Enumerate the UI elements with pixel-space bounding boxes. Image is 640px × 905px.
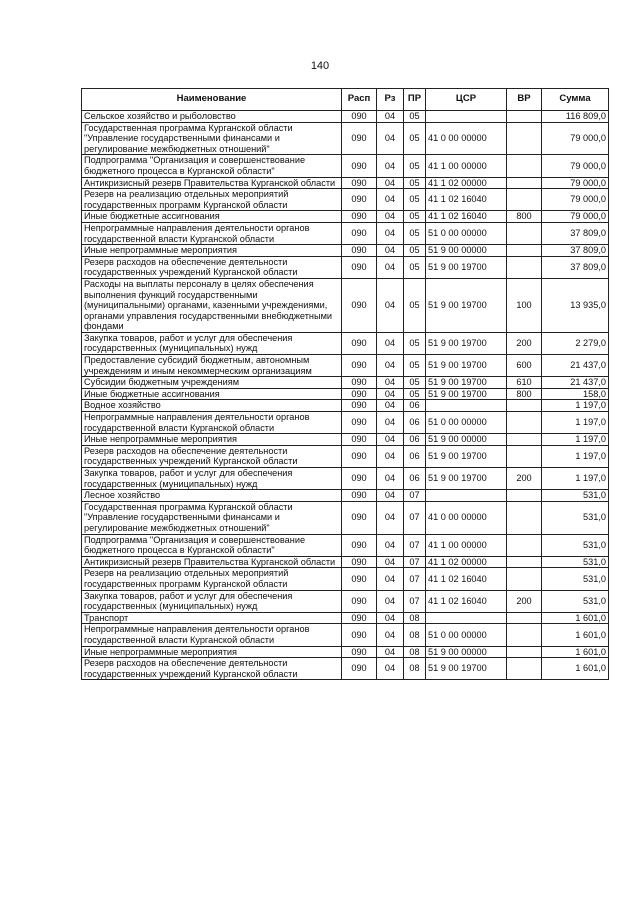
row-rasp: 090: [342, 568, 377, 590]
row-rasp: 090: [342, 256, 377, 278]
row-name: Государственная программа Курганской области "Управление государственными финансами и регулирование межбюджетных отношений": [82, 122, 342, 155]
row-rasp: 090: [342, 111, 377, 123]
row-sum: 21 437,0: [542, 377, 609, 389]
table-row: [82, 155, 609, 177]
table-row: [82, 534, 609, 556]
row-sum: 1 601,0: [542, 658, 609, 680]
row-rz: 04: [377, 155, 404, 177]
row-rasp: 090: [342, 624, 377, 646]
row-csr: [426, 111, 507, 123]
row-pr: 07: [404, 568, 426, 590]
row-vr: [507, 155, 542, 177]
table-row: [82, 222, 609, 244]
row-sum: 21 437,0: [542, 355, 609, 377]
row-pr: 06: [404, 468, 426, 490]
row-rz: 04: [377, 377, 404, 389]
row-pr: 06: [404, 412, 426, 434]
row-sum: 2 279,0: [542, 332, 609, 354]
row-vr: [507, 434, 542, 446]
row-name: Водное хозяйство: [82, 400, 342, 412]
row-name: Закупка товаров, работ и услуг для обеспечения государственных (муниципальных) нужд: [82, 590, 342, 612]
row-vr: [507, 568, 542, 590]
row-name: Иные непрограммные мероприятия: [82, 245, 342, 257]
row-name: Резерв на реализацию отдельных мероприятий государственных программ Курганской области: [82, 568, 342, 590]
row-csr: 51 0 00 00000: [426, 624, 507, 646]
row-rz: 04: [377, 534, 404, 556]
row-rasp: 090: [342, 222, 377, 244]
row-rasp: 090: [342, 332, 377, 354]
row-csr: 51 9 00 19700: [426, 658, 507, 680]
row-rasp: 090: [342, 388, 377, 400]
row-rz: 04: [377, 400, 404, 412]
row-rasp: 090: [342, 377, 377, 389]
row-sum: 79 000,0: [542, 155, 609, 177]
table-row: [82, 612, 609, 624]
row-rz: 04: [377, 646, 404, 658]
row-csr: 51 9 00 00000: [426, 646, 507, 658]
row-name: Подпрограмма "Организация и совершенствование бюджетного процесса в Курганской области": [82, 155, 342, 177]
row-rz: 04: [377, 245, 404, 257]
table-row: [82, 624, 609, 646]
row-rasp: 090: [342, 658, 377, 680]
row-sum: 1 601,0: [542, 612, 609, 624]
row-pr: 06: [404, 434, 426, 446]
row-sum: 1 197,0: [542, 468, 609, 490]
row-csr: 51 9 00 00000: [426, 245, 507, 257]
row-vr: 100: [507, 278, 542, 332]
row-pr: 06: [404, 400, 426, 412]
row-name: Резерв расходов на обеспечение деятельности государственных учреждений Курганской области: [82, 658, 342, 680]
row-rasp: 090: [342, 468, 377, 490]
row-pr: 07: [404, 501, 426, 534]
row-pr: 05: [404, 211, 426, 223]
row-rasp: 090: [342, 445, 377, 467]
row-csr: 51 9 00 19700: [426, 445, 507, 467]
header-sum: Сумма: [542, 89, 609, 111]
row-csr: 51 9 00 00000: [426, 434, 507, 446]
table-row: [82, 590, 609, 612]
row-rasp: 090: [342, 612, 377, 624]
row-sum: 1 197,0: [542, 412, 609, 434]
row-pr: 08: [404, 624, 426, 646]
row-pr: 05: [404, 189, 426, 211]
row-rz: 04: [377, 278, 404, 332]
table-row: [82, 501, 609, 534]
table-row: [82, 445, 609, 467]
row-name: Антикризисный резерв Правительства Курганской области: [82, 177, 342, 189]
row-sum: 531,0: [542, 568, 609, 590]
row-rz: 04: [377, 612, 404, 624]
row-rz: 04: [377, 624, 404, 646]
table-row: [82, 355, 609, 377]
header-name: Наименование: [82, 89, 342, 111]
row-pr: 05: [404, 278, 426, 332]
table-row: [82, 388, 609, 400]
row-rz: 04: [377, 501, 404, 534]
row-name: Непрограммные направления деятельности органов государственной власти Курганской области: [82, 412, 342, 434]
row-vr: 800: [507, 388, 542, 400]
row-rasp: 090: [342, 434, 377, 446]
table-row: [82, 412, 609, 434]
row-rz: 04: [377, 568, 404, 590]
row-csr: [426, 400, 507, 412]
row-rasp: 090: [342, 211, 377, 223]
row-rz: 04: [377, 434, 404, 446]
header-vr: ВР: [507, 89, 542, 111]
row-vr: 600: [507, 355, 542, 377]
row-csr: 51 9 00 19700: [426, 256, 507, 278]
row-rasp: 090: [342, 122, 377, 155]
row-csr: 41 1 02 00000: [426, 556, 507, 568]
row-rasp: 090: [342, 501, 377, 534]
row-rasp: 090: [342, 400, 377, 412]
row-name: Расходы на выплаты персоналу в целях обеспечения выполнения функций государственными (муниципальными) органами, казенными учреждениями, органами управления государственными внебюджетными фондами: [82, 278, 342, 332]
row-csr: 51 9 00 19700: [426, 355, 507, 377]
row-sum: 37 809,0: [542, 256, 609, 278]
budget-table: [81, 88, 609, 680]
row-csr: 51 0 00 00000: [426, 222, 507, 244]
row-rasp: 090: [342, 490, 377, 502]
row-sum: 116 809,0: [542, 111, 609, 123]
row-rasp: 090: [342, 556, 377, 568]
row-vr: [507, 177, 542, 189]
row-vr: [507, 412, 542, 434]
row-rasp: 090: [342, 534, 377, 556]
row-rz: 04: [377, 211, 404, 223]
row-vr: 200: [507, 590, 542, 612]
table-row: [82, 177, 609, 189]
row-rz: 04: [377, 388, 404, 400]
row-rasp: 090: [342, 412, 377, 434]
row-pr: 08: [404, 658, 426, 680]
row-csr: 51 0 00 00000: [426, 412, 507, 434]
row-name: Субсидии бюджетным учреждениям: [82, 377, 342, 389]
row-vr: [507, 612, 542, 624]
row-name: Лесное хозяйство: [82, 490, 342, 502]
row-rasp: 090: [342, 278, 377, 332]
table-row: [82, 658, 609, 680]
row-vr: [507, 111, 542, 123]
row-vr: [507, 534, 542, 556]
table-row: [82, 377, 609, 389]
row-name: Непрограммные направления деятельности органов государственной власти Курганской области: [82, 624, 342, 646]
header-rasp: Расп: [342, 89, 377, 111]
row-rz: 04: [377, 222, 404, 244]
row-pr: 05: [404, 256, 426, 278]
row-name: Сельское хозяйство и рыболовство: [82, 111, 342, 123]
row-rasp: 090: [342, 646, 377, 658]
row-csr: 51 9 00 19700: [426, 377, 507, 389]
row-pr: 05: [404, 177, 426, 189]
row-sum: 37 809,0: [542, 245, 609, 257]
row-pr: 07: [404, 556, 426, 568]
row-csr: [426, 612, 507, 624]
row-pr: 05: [404, 122, 426, 155]
row-pr: 05: [404, 355, 426, 377]
row-rz: 04: [377, 412, 404, 434]
table-row: [82, 122, 609, 155]
row-rz: 04: [377, 111, 404, 123]
row-name: Иные непрограммные мероприятия: [82, 646, 342, 658]
table-row: [82, 256, 609, 278]
row-pr: 05: [404, 388, 426, 400]
row-rz: 04: [377, 177, 404, 189]
row-vr: [507, 658, 542, 680]
table-row: [82, 189, 609, 211]
row-rasp: 090: [342, 189, 377, 211]
row-vr: [507, 624, 542, 646]
row-rz: 04: [377, 490, 404, 502]
row-sum: 1 197,0: [542, 400, 609, 412]
row-sum: 531,0: [542, 556, 609, 568]
table-row: [82, 556, 609, 568]
row-name: Непрограммные направления деятельности органов государственной власти Курганской области: [82, 222, 342, 244]
row-rz: 04: [377, 355, 404, 377]
table-row: [82, 434, 609, 446]
row-vr: 200: [507, 468, 542, 490]
row-csr: 51 9 00 19700: [426, 332, 507, 354]
row-rz: 04: [377, 189, 404, 211]
row-pr: 08: [404, 646, 426, 658]
row-pr: 06: [404, 445, 426, 467]
row-sum: 531,0: [542, 501, 609, 534]
header-pr: ПР: [404, 89, 426, 111]
row-csr: 41 1 00 00000: [426, 534, 507, 556]
row-name: Резерв расходов на обеспечение деятельности государственных учреждений Курганской области: [82, 256, 342, 278]
row-rz: 04: [377, 556, 404, 568]
row-csr: 41 1 00 00000: [426, 155, 507, 177]
row-sum: 531,0: [542, 590, 609, 612]
row-sum: 79 000,0: [542, 211, 609, 223]
row-vr: 200: [507, 332, 542, 354]
header-rz: Рз: [377, 89, 404, 111]
row-csr: 51 9 00 19700: [426, 278, 507, 332]
row-pr: 05: [404, 332, 426, 354]
row-rz: 04: [377, 332, 404, 354]
row-pr: 05: [404, 222, 426, 244]
row-vr: [507, 490, 542, 502]
row-name: Закупка товаров, работ и услуг для обеспечения государственных (муниципальных) нужд: [82, 332, 342, 354]
row-vr: [507, 646, 542, 658]
row-sum: 531,0: [542, 490, 609, 502]
row-csr: 41 1 02 00000: [426, 177, 507, 189]
row-rz: 04: [377, 445, 404, 467]
row-sum: 158,0: [542, 388, 609, 400]
row-vr: [507, 189, 542, 211]
table-row: [82, 111, 609, 123]
row-rz: 04: [377, 122, 404, 155]
row-rasp: 090: [342, 177, 377, 189]
row-name: Резерв на реализацию отдельных мероприятий государственных программ Курганской области: [82, 189, 342, 211]
table-row: [82, 646, 609, 658]
row-rz: 04: [377, 590, 404, 612]
row-name: Иные непрограммные мероприятия: [82, 434, 342, 446]
row-vr: [507, 445, 542, 467]
row-pr: 05: [404, 245, 426, 257]
row-pr: 07: [404, 590, 426, 612]
header-csr: ЦСР: [426, 89, 507, 111]
row-sum: 79 000,0: [542, 189, 609, 211]
table-row: [82, 278, 609, 332]
row-csr: 41 1 02 16040: [426, 189, 507, 211]
row-pr: 08: [404, 612, 426, 624]
row-sum: 1 601,0: [542, 646, 609, 658]
row-pr: 05: [404, 377, 426, 389]
row-name: Закупка товаров, работ и услуг для обеспечения государственных (муниципальных) нужд: [82, 468, 342, 490]
row-name: Иные бюджетные ассигнования: [82, 211, 342, 223]
row-pr: 07: [404, 534, 426, 556]
row-sum: 79 000,0: [542, 177, 609, 189]
row-name: Антикризисный резерв Правительства Курганской области: [82, 556, 342, 568]
row-sum: 37 809,0: [542, 222, 609, 244]
row-vr: [507, 256, 542, 278]
row-csr: [426, 490, 507, 502]
row-vr: 800: [507, 211, 542, 223]
row-sum: 531,0: [542, 534, 609, 556]
table-row: [82, 332, 609, 354]
row-sum: 1 197,0: [542, 445, 609, 467]
row-rz: 04: [377, 256, 404, 278]
row-csr: 41 0 00 00000: [426, 122, 507, 155]
row-name: Предоставление субсидий бюджетным, автономным учреждениям и иным некоммерческим организациям: [82, 355, 342, 377]
page-number: 140: [310, 60, 330, 72]
row-rasp: 090: [342, 590, 377, 612]
row-rz: 04: [377, 468, 404, 490]
row-name: Транспорт: [82, 612, 342, 624]
row-rz: 04: [377, 658, 404, 680]
table-row: [82, 568, 609, 590]
row-pr: 05: [404, 155, 426, 177]
row-vr: [507, 501, 542, 534]
row-vr: [507, 400, 542, 412]
table-row: [82, 245, 609, 257]
row-csr: 41 0 00 00000: [426, 501, 507, 534]
row-sum: 1 197,0: [542, 434, 609, 446]
row-csr: 51 9 00 19700: [426, 388, 507, 400]
row-vr: [507, 556, 542, 568]
row-rasp: 090: [342, 155, 377, 177]
row-csr: 41 1 02 16040: [426, 590, 507, 612]
row-sum: 1 601,0: [542, 624, 609, 646]
table-header-row: [82, 89, 609, 111]
row-vr: [507, 122, 542, 155]
row-rasp: 090: [342, 355, 377, 377]
row-vr: 610: [507, 377, 542, 389]
row-vr: [507, 245, 542, 257]
row-sum: 13 935,0: [542, 278, 609, 332]
row-csr: 41 1 02 16040: [426, 211, 507, 223]
table-row: [82, 211, 609, 223]
row-name: Резерв расходов на обеспечение деятельности государственных учреждений Курганской области: [82, 445, 342, 467]
table-row: [82, 490, 609, 502]
row-csr: 41 1 02 16040: [426, 568, 507, 590]
row-vr: [507, 222, 542, 244]
table-body: [82, 111, 609, 680]
table-row: [82, 400, 609, 412]
table-row: [82, 468, 609, 490]
row-sum: 79 000,0: [542, 122, 609, 155]
row-pr: 05: [404, 111, 426, 123]
row-name: Государственная программа Курганской области "Управление государственными финансами и регулирование межбюджетных отношений": [82, 501, 342, 534]
row-csr: 51 9 00 19700: [426, 468, 507, 490]
row-name: Подпрограмма "Организация и совершенствование бюджетного процесса в Курганской области": [82, 534, 342, 556]
row-name: Иные бюджетные ассигнования: [82, 388, 342, 400]
row-rasp: 090: [342, 245, 377, 257]
row-pr: 07: [404, 490, 426, 502]
